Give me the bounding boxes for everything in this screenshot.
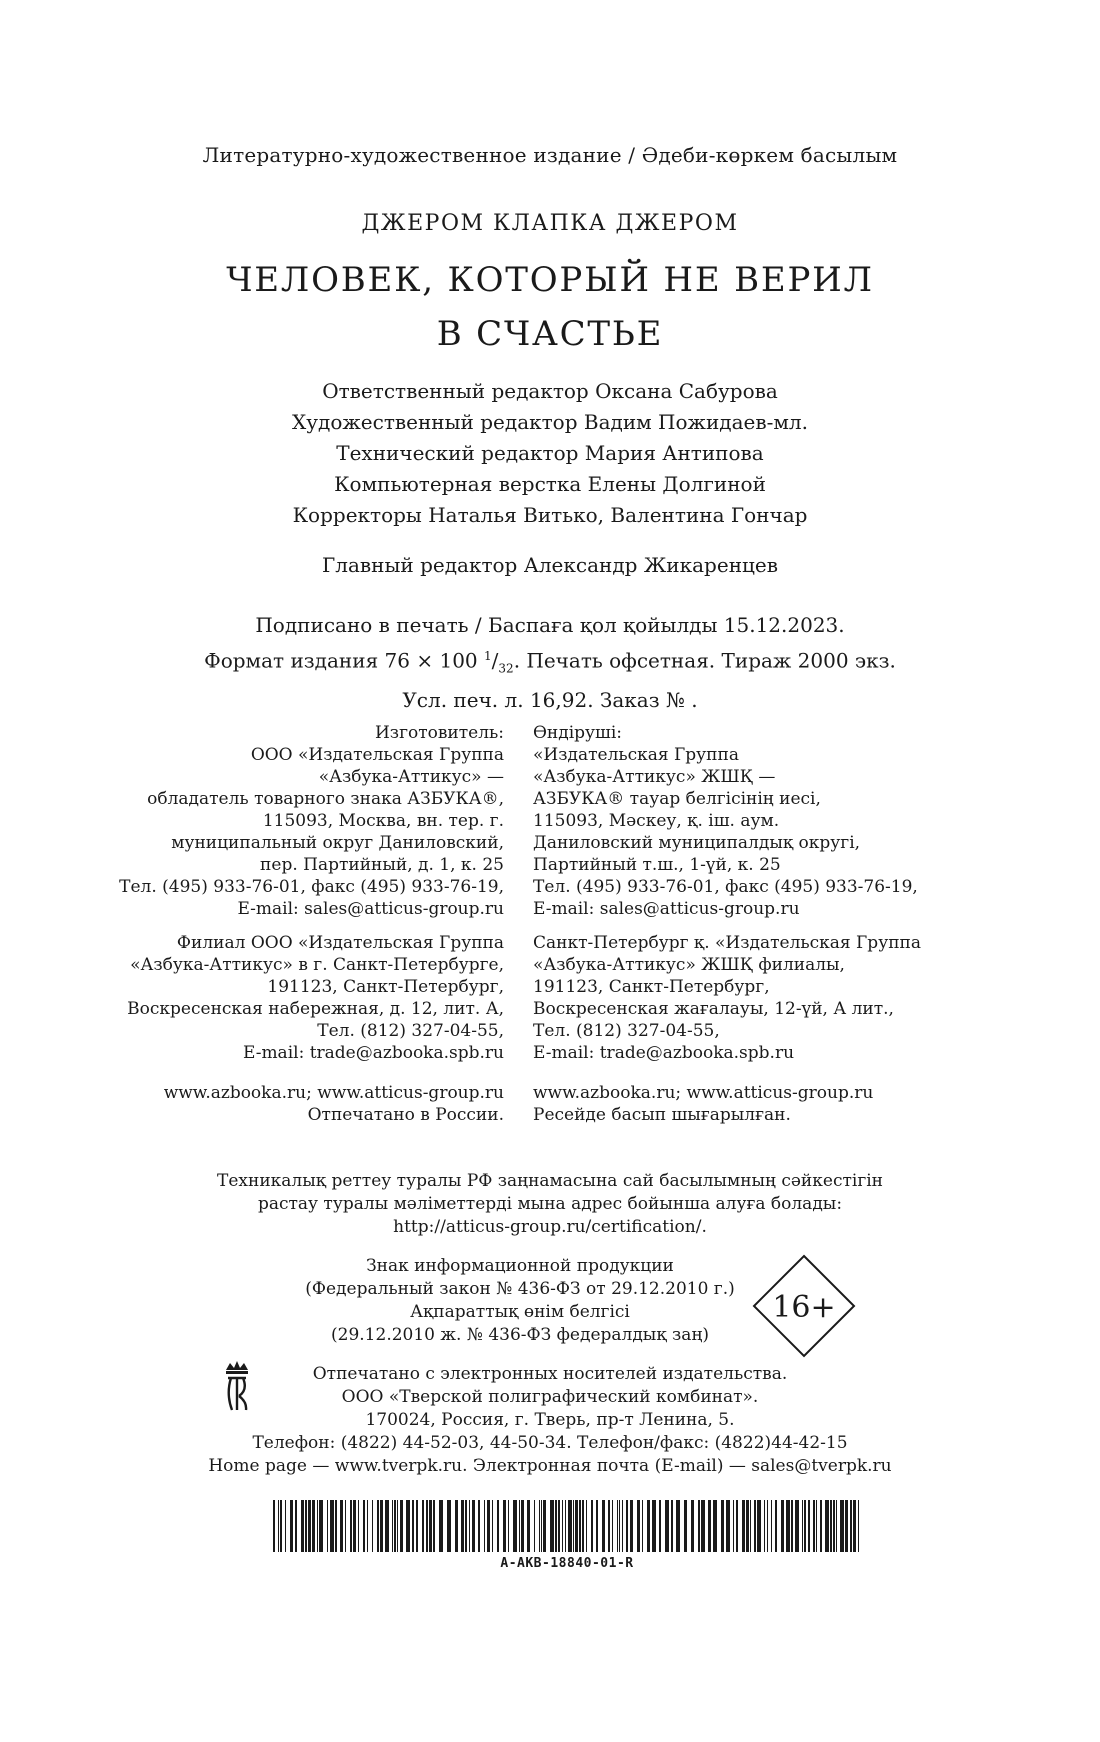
printer-line: Home page — www.tverpk.ru. Электронная почта (E-mail) — sales@tverpk.ru — [208, 1456, 892, 1476]
certification-line: Техникалық реттеу туралы РФ заңнамасына сай басылымның сәйкестігін — [217, 1171, 883, 1191]
format-text: Формат издания 76 × 100 — [204, 648, 478, 673]
branch-line-ru: Филиал ООО «Издательская Группа — [176, 933, 504, 953]
print-info — [0, 610, 1100, 716]
certification-url: http://atticus-group.ru/certification/. — [393, 1217, 707, 1237]
manufacturer-line-kz: «Азбука-Аттикус» ЖШҚ — — [533, 767, 776, 787]
info-sign-line: (Федеральный закон № 436-ФЗ от 29.12.2010 г.) — [305, 1279, 735, 1299]
staff-line: Художественный редактор Вадим Пожидаев-мл. — [292, 410, 808, 434]
printer-line: Отпечатано с электронных носителей издательства. — [312, 1364, 788, 1384]
book-title-line-1: ЧЕЛОВЕК, КОТОРЫЙ НЕ ВЕРИЛ — [226, 260, 874, 300]
branch-line-ru: «Азбука-Аттикус» в г. Санкт-Петербурге, — [130, 955, 504, 975]
certification-line: растау туралы мәліметтерді мына адрес бойынша алуға болады: — [257, 1194, 843, 1214]
editorial-staff — [0, 376, 1100, 531]
branch-line-kz: Санкт-Петербург қ. «Издательская Группа — [533, 933, 921, 953]
manufacturer-line-ru: 115093, Москва, вн. тер. г. — [262, 811, 504, 831]
russian-column — [119, 722, 504, 1126]
author-name: ДЖЕРОМ КЛАПКА ДЖЕРОМ — [361, 211, 739, 236]
manufacturer-line-ru: ООО «Издательская Группа — [250, 745, 504, 765]
manufacturer-line-kz: «Издательская Группа — [533, 745, 739, 765]
branch-line-ru: Тел. (812) 327-04-55, — [317, 1021, 504, 1041]
branch-line-kz: Воскресенская жағалауы, 12-үй, А лит., — [533, 999, 894, 1019]
publication-type: Литературно-художественное издание / Әдеби-көркем басылым — [202, 143, 898, 167]
manufacturer-line-ru: обладатель товарного знака АЗБУКА®, — [147, 789, 504, 809]
branch-line-kz: Тел. (812) 327-04-55, — [533, 1021, 720, 1041]
manufacturer-line-ru: пер. Партийный, д. 1, к. 25 — [260, 855, 504, 875]
spacer — [119, 1064, 504, 1082]
printed-in-kz: Ресейде басып шығарылған. — [533, 1105, 791, 1125]
sheets-order: Усл. печ. л. 16,92. Заказ № . — [402, 687, 698, 712]
printer-info — [0, 1363, 1100, 1478]
manufacturer-label-ru: Изготовитель: — [374, 723, 504, 743]
chief-editor: Главный редактор Александр Жикаренцев — [322, 553, 778, 577]
manufacturer-line-kz: Даниловский муниципалдық округі, — [533, 833, 861, 853]
info-sign-line: (29.12.2010 ж. № 436-ФЗ федералдық заң) — [331, 1325, 709, 1345]
manufacturer-line-ru: муниципальный округ Даниловский, — [171, 833, 504, 853]
printer-line: 170024, Россия, г. Тверь, пр-т Ленина, 5. — [365, 1410, 735, 1430]
printer-line: ООО «Тверской полиграфический комбинат». — [341, 1387, 759, 1407]
staff-line: Ответственный редактор Оксана Сабурова — [322, 379, 778, 403]
manufacturer-line-kz: Партийный т.ш., 1-үй, к. 25 — [533, 855, 781, 875]
spacer — [533, 920, 921, 932]
manufacturer-line-kz: АЗБУКА® тауар белгісінің иесі, — [533, 789, 821, 809]
branch-line-ru: Воскресенская набережная, д. 12, лит. А, — [127, 999, 504, 1019]
manufacturer-line-ru: «Азбука-Аттикус» — — [318, 767, 504, 787]
format-denominator: 32 — [498, 661, 514, 676]
barcode-icon — [273, 1500, 861, 1552]
printed-in-ru: Отпечатано в России. — [307, 1105, 504, 1125]
manufacturer-email-ru: E-mail: sales@atticus-group.ru — [237, 899, 504, 919]
manufacturer-line-ru: Тел. (495) 933-76-01, факс (495) 933-76-19, — [119, 877, 504, 897]
manufacturer-label-kz: Өндіруші: — [533, 723, 623, 743]
printer-line: Телефон: (4822) 44-52-03, 44-50-34. Телефон/факс: (4822)44-42-15 — [252, 1433, 848, 1453]
staff-line: Корректоры Наталья Витько, Валентина Гончар — [292, 503, 808, 527]
barcode-text: A-AKB-18840-01-R — [500, 1556, 634, 1571]
staff-line: Компьютерная верстка Елены Долгиной — [334, 472, 766, 496]
branch-line-kz: 191123, Санкт-Петербург, — [533, 977, 770, 997]
branch-line-kz: «Азбука-Аттикус» ЖШҚ филиалы, — [533, 955, 845, 975]
staff-line: Технический редактор Мария Антипова — [336, 441, 764, 465]
format-numerator: 1 — [484, 649, 492, 663]
manufacturer-line-kz: 115093, Мәскеу, қ. іш. аум. — [533, 811, 780, 831]
book-title — [0, 253, 1100, 361]
manufacturer-email-kz: E-mail: sales@atticus-group.ru — [533, 899, 800, 919]
signed-date: Подписано в печать / Баспаға қол қойылды 15.12.2023. — [255, 613, 845, 637]
info-product-sign — [300, 1255, 740, 1347]
info-sign-line: Ақпараттық өнім белгісі — [410, 1302, 630, 1322]
manufacturer-line-kz: Тел. (495) 933-76-01, факс (495) 933-76-19, — [533, 877, 918, 897]
info-sign-line: Знак информационной продукции — [366, 1256, 674, 1276]
spacer — [533, 1064, 921, 1082]
kazakh-column — [533, 722, 921, 1126]
branch-line-ru: 191123, Санкт-Петербург, — [267, 977, 504, 997]
age-rating: 16+ — [772, 1290, 836, 1325]
certification-notice — [0, 1170, 1100, 1239]
websites-kz: www.azbooka.ru; www.atticus-group.ru — [533, 1083, 874, 1103]
spacer — [119, 920, 504, 932]
branch-email-ru: E-mail: trade@azbooka.spb.ru — [242, 1043, 504, 1063]
book-title-line-2: В СЧАСТЬЕ — [436, 314, 664, 354]
websites-ru: www.azbooka.ru; www.atticus-group.ru — [163, 1083, 504, 1103]
format-rest: . Печать офсетная. Тираж 2000 экз. — [513, 648, 896, 673]
format-line: Формат издания 76 × 100 $^1/_{32}$. Печать офсетная. Тираж 2000 экз. — [204, 648, 896, 676]
branch-email-kz: E-mail: trade@azbooka.spb.ru — [533, 1043, 795, 1063]
